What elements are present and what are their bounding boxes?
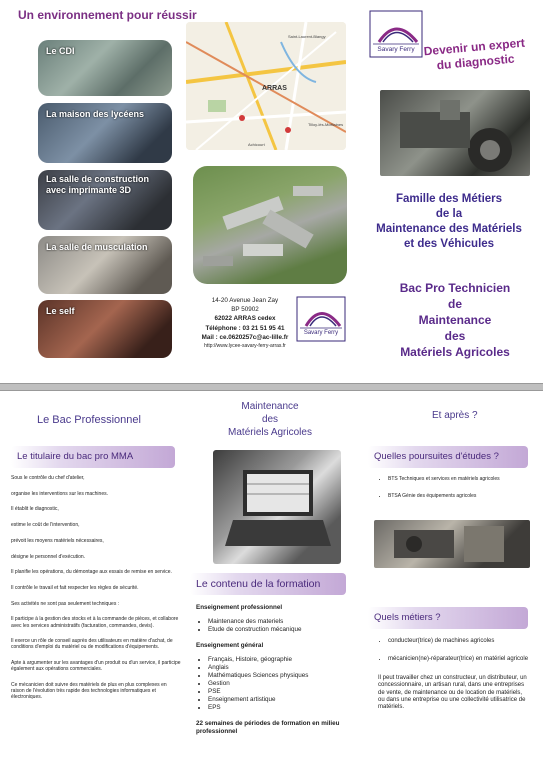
map-label: Saint-Laurent-Blangy: [288, 34, 326, 39]
list-item: • Mathématiques Sciences physiques: [208, 672, 356, 680]
photo-salle-construction: [38, 170, 172, 230]
heading-line: Famille des Métiers: [395, 193, 503, 205]
title-line: Maintenance: [241, 401, 299, 412]
list-item: • Etude de construction mécanique: [208, 626, 356, 634]
heading-line: Maintenance: [418, 313, 492, 327]
environment-title: Un environnement pour réussir: [18, 8, 197, 22]
heading-line: et des Véhicules: [403, 238, 495, 250]
logo-text: Savary Ferry: [377, 46, 415, 53]
address-line: BP 50902: [231, 306, 259, 314]
paragraph: Ses activités ne sont pas seulement techniques :: [11, 600, 120, 607]
paragraph: désigne le personnel d'exécution.: [11, 553, 86, 560]
address-web: http://www.lycee-savary-ferry-arras.fr: [204, 343, 286, 350]
ens-gen-list: [196, 656, 356, 712]
school-address: [195, 296, 295, 351]
photo-self: [38, 300, 172, 358]
address-line: 14-20 Avenue Jean Zay: [211, 297, 279, 304]
photo-label: Le self: [46, 306, 75, 316]
address-line: 62022 ARRAS cedex: [214, 315, 276, 323]
contenu-band: Le contenu de la formation: [190, 573, 346, 595]
list-item: • Enseignement artistique: [208, 696, 356, 704]
address-phone: Téléphone : 03 21 51 95 41: [205, 324, 285, 332]
page-divider: [0, 383, 543, 391]
heading-line: Maintenance des Matériels: [376, 223, 522, 235]
title-line: des: [261, 414, 279, 425]
contenu-formation: [196, 604, 356, 736]
address-mail: Mail : ce.0620257c@ac-lille.fr: [201, 333, 289, 341]
paragraph: Apte à argumenter sur les avantages d'un produit ou d'un service, il participe également aux opérations commerciales.: [11, 660, 181, 673]
photo-label: La salle de musculation: [46, 242, 148, 252]
photo-label: La salle de construction avec imprimante 3D: [46, 174, 150, 195]
metiers-section: [378, 638, 530, 712]
list-item: • BTSA Génie des équipements agricoles: [388, 493, 528, 500]
paragraph: Il exerce un rôle de conseil auprès des utilisateurs en matière d'achat, de conditions d'emploi du matériel ou de modifications d'équipements.: [11, 638, 173, 651]
photo-laptop-diagnostic: [213, 450, 341, 564]
stage-text: 22 semaines de périodes de formation en milieu professionnel: [196, 720, 340, 735]
paragraph: Il planifie les opérations, du démontage aux essais de remise en service.: [11, 569, 172, 576]
paragraph: organise les interventions sur les machines.: [11, 490, 108, 497]
paragraph: Il établit le diagnostic,: [11, 506, 59, 513]
photo-label: Le CDI: [46, 46, 75, 56]
metiers-description: Il peut travailler chez un constructeur, un distributeur, un concessionnaire, un artisan rural, dans une entreprises de vente, de maintenance ou de location de matériels, ou dans une entreprise ou une collectivité utilisatrice de matériels.: [378, 674, 527, 711]
list-item: • Français, Histoire, géographie: [208, 656, 356, 664]
map-label-arras: ARRAS: [262, 85, 287, 92]
titulaire-text: [11, 475, 181, 710]
list-item: • Maintenance des materiels: [208, 618, 356, 626]
map-label: Tilloy-lès-Mofflaines: [308, 122, 344, 127]
photo-engine-repair: [374, 520, 530, 568]
list-item: • BTS Techniques et services en matériels agricoles: [388, 476, 528, 483]
list-item: • PSE: [208, 688, 356, 696]
ens-pro-list: [196, 618, 356, 634]
titulaire-band: Le titulaire du bac pro MMA: [11, 446, 175, 468]
paragraph: estime le coût de l'intervention,: [11, 522, 80, 529]
paragraph: Il contrôle le travail et fait respecter les règles de sécurité.: [11, 584, 139, 591]
aerial-photo-campus: [193, 166, 347, 284]
bac-pro-heading: [380, 280, 530, 360]
photo-salle-musculation: [38, 236, 172, 294]
famille-metiers-heading: [363, 192, 535, 252]
school-logo: [296, 296, 346, 342]
col3-title: Et après ?: [432, 410, 478, 421]
list-item: • Anglais: [208, 664, 356, 672]
list-item: • Gestion: [208, 680, 356, 688]
photo-tractor: [380, 90, 530, 176]
poursuites-band: Quelles poursuites d'études ?: [368, 446, 528, 468]
photo-cdi: [38, 40, 172, 96]
title-line: Matériels Agricoles: [228, 427, 312, 438]
heading-line: Matériels Agricoles: [400, 345, 510, 359]
metiers-band: Quels métiers ?: [368, 607, 528, 629]
col1-title: Le Bac Professionnel: [37, 414, 141, 426]
paragraph: Ce mécanicien doit suivre des matériels de plus en plus complexes en raison de l'évolution très rapide des technologies informatiques et électroniques.: [11, 682, 167, 701]
list-item: • EPS: [208, 704, 356, 712]
logo-text: Savary Ferry: [303, 330, 339, 336]
tagline-devenir: Devenir un expert du diagnostic: [423, 35, 526, 73]
heading-line: de la: [435, 208, 463, 220]
paragraph: Sous le contrôle du chef d'atelier,: [11, 475, 85, 481]
map-label: Achicourt: [248, 142, 265, 147]
paragraph: Il participe à la gestion des stocks et à la commande de pièces, et collabore avec les services administratifs (facturation, commandes, devis).: [11, 616, 179, 629]
list-item: • conducteur(trice) de machines agricoles: [388, 638, 530, 645]
heading-line: des: [444, 329, 466, 343]
poursuites-list: [378, 476, 528, 510]
ens-gen-title: Enseignement général: [196, 642, 264, 649]
photo-label: La maison des lycéens: [46, 109, 145, 119]
list-item: • mécanicien(ne)-réparateur(trice) en matériel agricole: [388, 656, 530, 663]
school-logo-header: [369, 10, 423, 58]
location-map: [186, 22, 346, 150]
heading-line: de: [447, 297, 462, 311]
heading-line: Bac Pro Technicien: [399, 281, 511, 295]
photo-maison-lyceens: [38, 103, 172, 163]
ens-pro-title: Enseignement professionnel: [196, 604, 283, 611]
paragraph: prévoit les moyens matériels nécessaires,: [11, 537, 104, 544]
col2-title: [220, 400, 320, 439]
